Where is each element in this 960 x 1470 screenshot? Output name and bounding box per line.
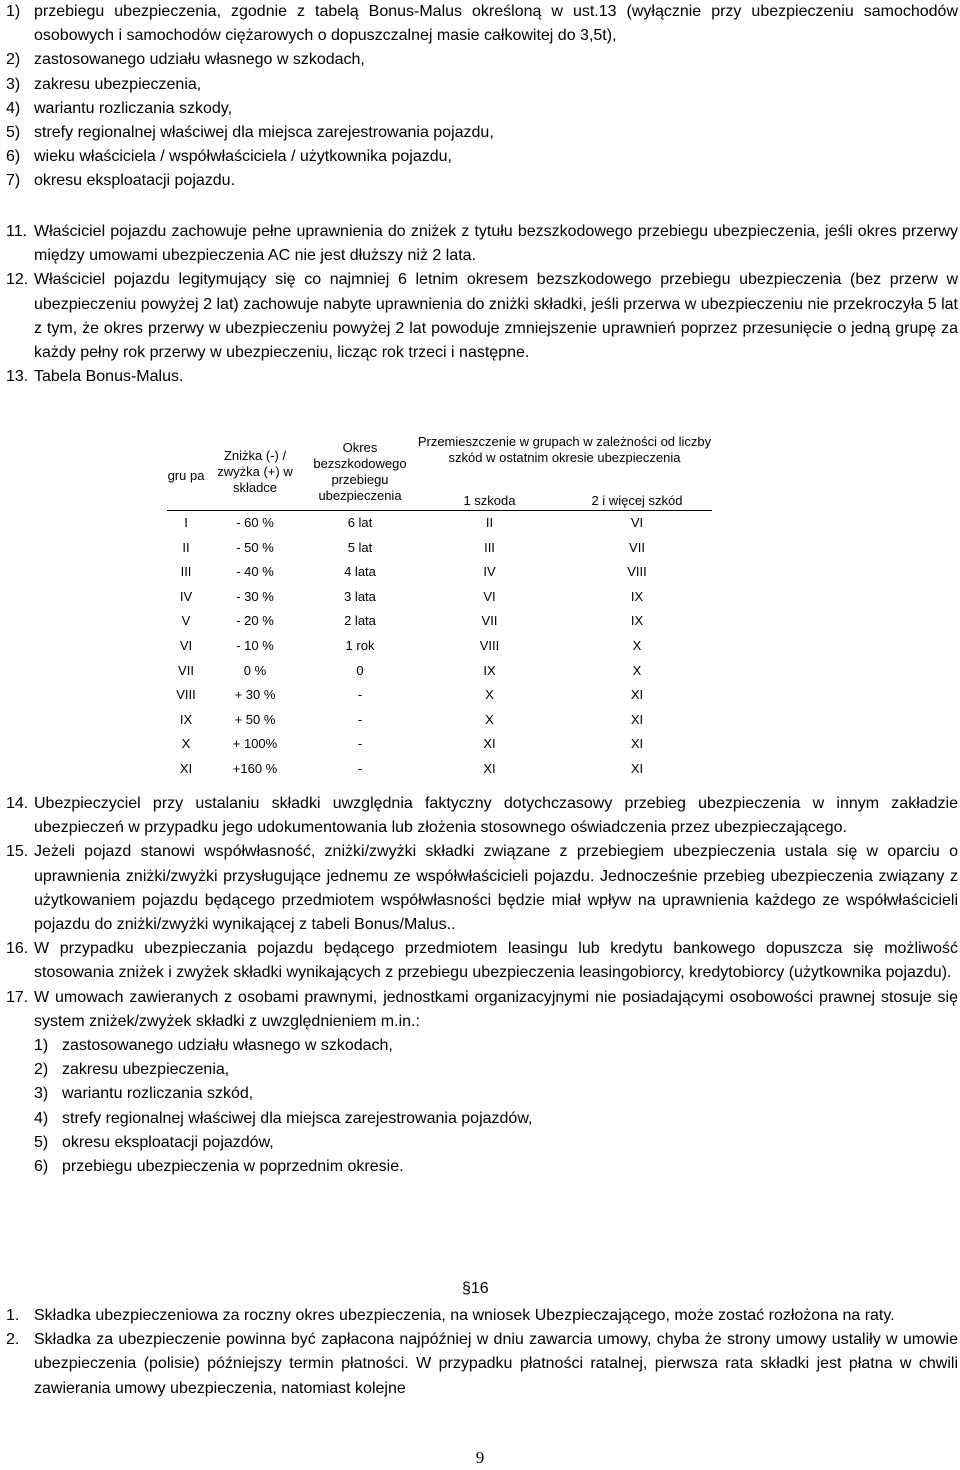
section-paragraph-1: 1. Składka ubezpieczeniowa za roczny okres ubezpieczenia, na wniosek Ubezpieczającego, może zostać rozłożona na raty. (6, 1307, 895, 1324)
cell-period: 2 lata (344, 613, 376, 629)
cell-discount: + 100% (232, 736, 278, 752)
cell-discount: - 60 % (236, 515, 274, 530)
cell-period: - (357, 687, 363, 703)
cell-group: XI (179, 761, 193, 776)
cell-two-claims: X (632, 662, 642, 678)
cell-one-claim: III (484, 539, 495, 555)
cell-discount: - 40 % (236, 564, 274, 580)
cell-group: II (182, 539, 190, 555)
paragraph-16: 16. W przypadku ubezpieczania pojazdu będącego przedmiotem leasingu lub kredytu bankowego dopuszcza się możliwość stosowania zniżek i zwyżek składki wynikających z przebiegu ubezpieczenia leasingobiorcy, kredytobiorcy (użytkownika pojazdu). (6, 940, 958, 982)
header-period: Okres bezszkodowego przebiegu ubezpieczenia (313, 440, 407, 503)
cell-group: III (180, 564, 192, 580)
paragraph-13: 13. Tabela Bonus-Malus. (6, 368, 184, 386)
paragraphs-11-13 (0, 220, 958, 389)
cell-two-claims: X (632, 638, 642, 653)
list-item: 1) zastosowanego udziału własnego w szkodach, (34, 1037, 393, 1055)
paragraph-15: 15. Jeżeli pojazd stanowi współwłasność, zniżki/zwyżki składki związane z przebiegiem ubezpieczenia ustala się w oparciu o uprawnienia zniżki/zwyżki przysługujące jednemu ze współwłaścicieli pojazdu. Jednocześnie przebieg ubezpieczenia związany z użytkowaniem pojazdu będącego przedmiotem współwłasności będzie miał wpływ na uprawnienia każdego ze współwłaścicieli pojazdu do zniżki/zwyżki wynikającej z tabeli Bonus/Malus.. (6, 843, 958, 934)
cell-one-claim: IV (483, 564, 496, 580)
bonus-malus-table (167, 432, 712, 780)
cell-one-claim: IX (483, 662, 496, 678)
cell-discount: - 10 % (236, 638, 274, 653)
cell-one-claim: XI (483, 736, 496, 752)
paragraph-14: 14. Ubezpieczyciel przy ustalaniu składki uwzględnia faktyczny dotychczasowy przebieg ubezpieczenia w innym zakładzie ubezpieczeń w przypadku jego udokumentowania lub złożenia stosownego oświadczenia przez ubezpieczającego. (6, 795, 958, 837)
list-item: 1) przebiegu ubezpieczenia, zgodnie z tabelą Bonus-Malus określoną w ust.13 (wyłącznie przy ubezpieczeniu samochodów osobowych i samochodów ciężarowych o dopuszczalnej masie całkowitej do 3,5t), (6, 3, 958, 45)
cell-two-claims: VIII (627, 564, 647, 580)
cell-period: 3 lata (344, 588, 376, 604)
cell-period: - (357, 736, 363, 752)
list-item: 7) okresu eksploatacji pojazdu. (6, 172, 236, 190)
cell-period: - (357, 711, 363, 727)
factor-list (0, 0, 958, 194)
paragraph-11: 11. Właściciel pojazdu zachowuje pełne uprawnienia do zniżek z tytułu bezszkodowego przebiegu ubezpieczenia, jeśli okres przerwy między umowami ubezpieczenia AC nie jest dłuższy niż 2 lata. (6, 223, 958, 265)
cell-two-claims: IX (630, 613, 644, 629)
cell-group: VIII (176, 687, 196, 703)
cell-period: 6 lat (347, 515, 373, 530)
header-two-claims: 2 i więcej szkód (591, 493, 683, 508)
cell-two-claims: VII (629, 539, 645, 555)
cell-period: 4 lata (344, 564, 376, 580)
cell-two-claims: XI (630, 687, 644, 703)
cell-two-claims: IX (630, 588, 644, 604)
list-item: 5) okresu eksploatacji pojazdów, (34, 1133, 274, 1151)
cell-two-claims: XI (630, 736, 644, 752)
list-item: 3) wariantu rozliczania szkód, (34, 1085, 254, 1103)
cell-one-claim: VII (481, 613, 498, 629)
list-item: 4) wariantu rozliczania szkody, (6, 99, 233, 117)
cell-two-claims: XI (630, 711, 644, 727)
list-item: 5) strefy regionalnej właściwej dla miejsca zarejestrowania pojazdu, (6, 124, 494, 142)
cell-group: IV (179, 588, 193, 604)
list-item: 3) zakresu ubezpieczenia, (6, 75, 202, 93)
cell-group: X (181, 736, 191, 752)
list-item: 2) zakresu ubezpieczenia, (34, 1061, 230, 1079)
paragraph-17: 17. W umowach zawieranych z osobami prawnymi, jednostkami organizacyjnymi nie posiadającymi osobowości prawnej stosuje się system zniżek/zwyżek składki z uwzględnieniem m.in.: (6, 988, 958, 1030)
list-item: 4) strefy regionalnej właściwej dla miejsca zarejestrowania pojazdów, (34, 1109, 533, 1127)
cell-one-claim: VI (483, 588, 496, 604)
cell-group: V (181, 613, 191, 629)
cell-one-claim: X (485, 711, 494, 727)
header-discount: Zniżka (-) / zwyżka (+) w składce (217, 448, 293, 495)
cell-two-claims: XI (630, 761, 644, 776)
cell-discount: - 20 % (236, 613, 274, 629)
cell-discount: - 50 % (236, 539, 274, 555)
header-one-claim: 1 szkoda (463, 493, 516, 508)
header-group: gru pa (167, 468, 205, 483)
cell-discount: - 30 % (236, 588, 274, 604)
section-paragraph-2: 2. Składka za ubezpieczenie powinna być zapłacona najpóźniej w dniu zawarcia umowy, chyba że strony umowy ustaliły w umowie ubezpieczenia (polisie) późniejszy termin płatności. W przypadku płatności ratalnej, pierwsza rata składki jest płatna w chwili zawierania umowy ubezpieczenia, natomiast kolejne (6, 1331, 958, 1397)
paragraph-12: 12. Właściciel pojazdu legitymujący się co najmniej 6 letnim okresem bezszkodowego przebiegu ubezpieczenia (bez przerw w ubezpieczeniu powyżej 2 lat) zachowuje nabyte uprawnienia do zniżki składki, jeśli przerwa w ubezpieczeniu nie przekroczyła 5 lat z tym, że okres przerwy w ubezpieczeniu powyżej 2 lat powoduje zmniejszenie uprawnień poprzez przesunięcie o jedną grupę za każdy pełny rok przerwy w ubezpieczeniu, licząc rok trzeci i następne. (6, 271, 958, 362)
cell-one-claim: X (485, 687, 494, 703)
cell-one-claim: II (485, 515, 494, 530)
page-number: 9 (475, 1448, 485, 1467)
cell-period: 0 (356, 662, 364, 678)
cell-two-claims: VI (630, 515, 644, 530)
cell-one-claim: VIII (479, 638, 500, 653)
cell-group: VII (178, 662, 194, 678)
cell-discount: + 30 % (234, 687, 276, 703)
list-item: 6) przebiegu ubezpieczenia w poprzednim okresie. (34, 1158, 404, 1176)
section-16-paragraphs (0, 1304, 958, 1401)
list-item: 6) wieku właściciela / współwłaściciela / użytkownika pojazdu, (6, 148, 452, 166)
sub-list (0, 1034, 958, 1179)
cell-discount: +160 % (232, 761, 278, 776)
cell-group: VI (179, 638, 193, 653)
cell-discount: 0 % (243, 662, 267, 678)
cell-period: 5 lat (347, 539, 373, 555)
section-heading: §16 (462, 1280, 489, 1297)
header-shift: Przemieszczenie w grupach w zależności od liczby szkód w ostatnim okresie ubezpieczenia (417, 434, 712, 465)
cell-discount: + 50 % (234, 711, 276, 727)
cell-period: - (357, 761, 363, 776)
cell-period: 1 rok (345, 638, 375, 653)
cell-group: IX (179, 711, 193, 727)
list-item: 2) zastosowanego udziału własnego w szkodach, (6, 51, 365, 69)
cell-group: I (184, 515, 188, 530)
table-rule (167, 510, 712, 511)
cell-one-claim: XI (483, 761, 496, 776)
paragraphs-14-17 (0, 792, 958, 1179)
